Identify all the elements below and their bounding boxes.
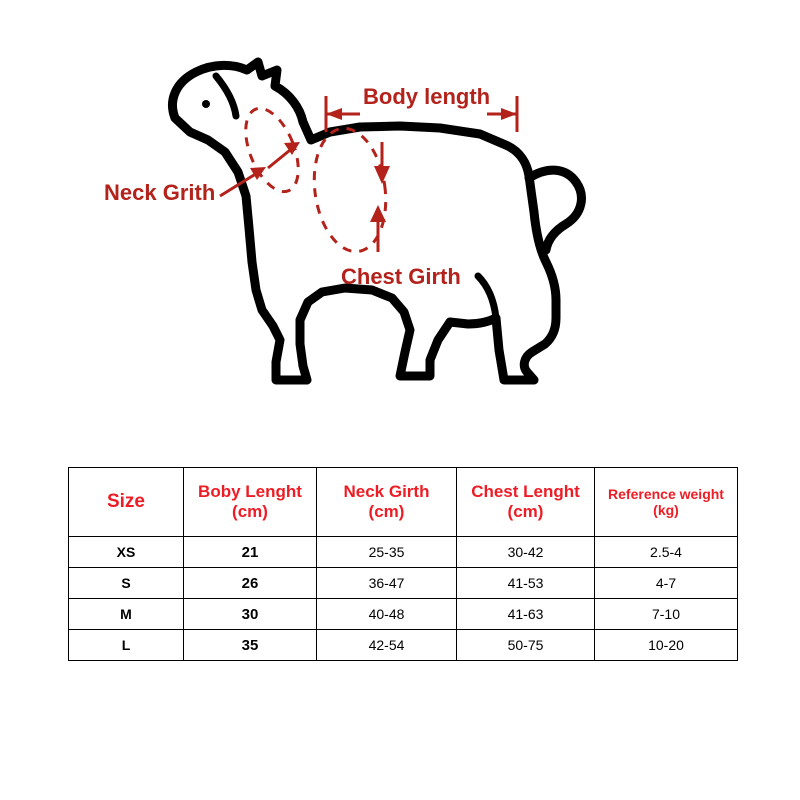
column-header-chest-length-line1: Chest Lenght [471,482,580,502]
table-row [69,630,738,661]
table-row [69,568,738,599]
cell-body-length: 35 [184,630,317,661]
cell-neck-girth: 25-35 [317,537,457,568]
cell-reference-weight: 7-10 [595,599,738,630]
column-header-neck-girth-line1: Neck Girth [343,482,430,502]
cell-reference-weight: 2.5-4 [595,537,738,568]
column-header-chest-length [457,468,595,537]
column-header-size-line1: Size [106,491,146,513]
table-header [69,468,738,537]
label-chest-girth: Chest Girth [341,264,461,289]
column-header-reference-weight [595,468,738,537]
column-header-neck-girth-line2: (cm) [368,502,405,521]
cell-neck-girth: 36-47 [317,568,457,599]
size-table [68,467,738,661]
cell-body-length: 30 [184,599,317,630]
cell-reference-weight: 10-20 [595,630,738,661]
table-row [69,599,738,630]
cell-size: M [69,599,184,630]
column-header-body-length-line2: (cm) [232,502,268,521]
column-header-body-length-line1: Boby Lenght [198,482,302,502]
column-header-neck-girth [317,468,457,537]
cell-chest-length: 41-53 [457,568,595,599]
cell-size: S [69,568,184,599]
column-header-body-length [184,468,317,537]
cell-body-length: 21 [184,537,317,568]
cell-chest-length: 30-42 [457,537,595,568]
cell-body-length: 26 [184,568,317,599]
cell-chest-length: 50-75 [457,630,595,661]
column-header-chest-length-line2: (cm) [507,502,544,521]
column-header-reference-weight-line2: (kg) [653,502,679,518]
size-chart-table [68,467,724,661]
column-header-reference-weight-line1: Reference weight [608,485,724,502]
label-neck-girth: Neck Grith [104,180,216,205]
cell-chest-length: 41-63 [457,599,595,630]
label-body-length: Body length [363,84,491,109]
cell-neck-girth: 42-54 [317,630,457,661]
table-row [69,537,738,568]
cell-neck-girth: 40-48 [317,599,457,630]
cell-size: L [69,630,184,661]
cell-size: XS [69,537,184,568]
table-body [69,537,738,661]
table-header-row [69,468,738,537]
column-header-size [69,468,184,537]
cell-reference-weight: 4-7 [595,568,738,599]
